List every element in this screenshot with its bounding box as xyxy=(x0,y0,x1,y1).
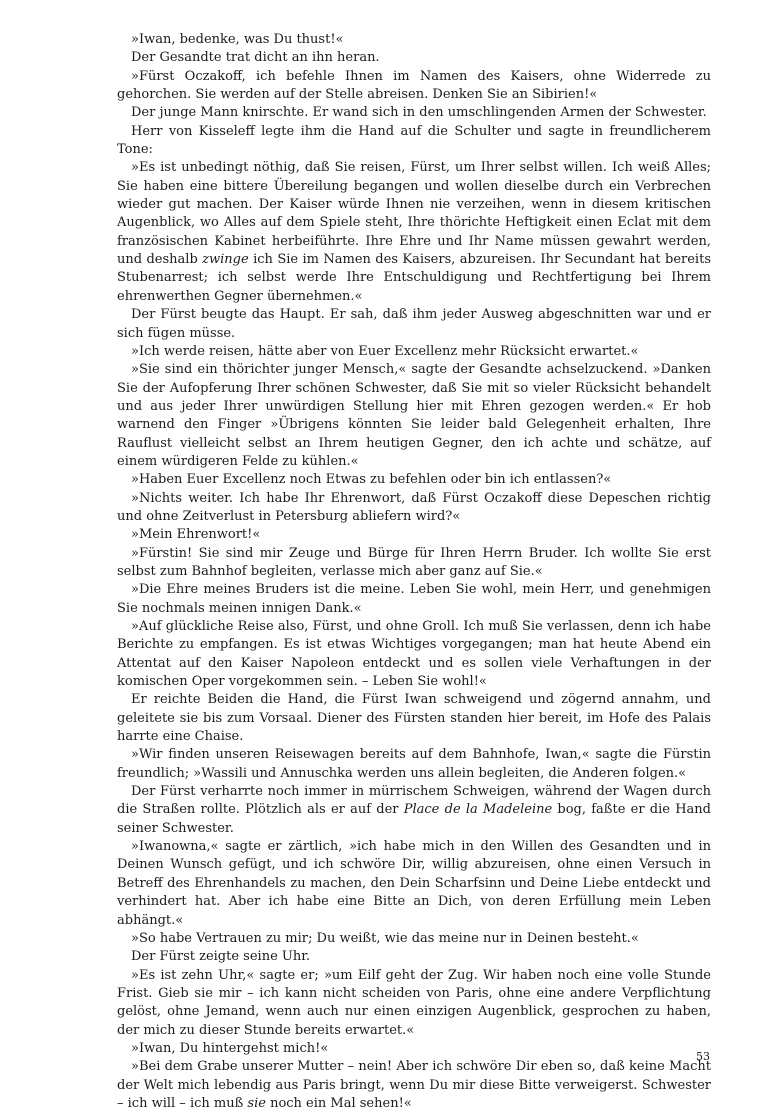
paragraph: »Sie sind ein thörichter junger Mensch,« sagte der Gesandte achselzuckend. »Danken Sie der Aufopferung Ihrer schönen Schwester, daß Sie mit so vieler Rücksicht behandelt und aus jeder Ihrer unwürdigen Stellung hier mit Ehren gezogen werden.« Er hob warnend den Finger »Übrigens könnten Sie leider bald Gelegenheit erhalten, Ihre Rauflust vielleicht selbst an Ihrem heutigen Gegner, den ich achte und schätze, auf einem würdigeren Felde zu kühlen.« xyxy=(117,362,711,469)
paragraph-text: noch ein Mal sehen!« xyxy=(265,1095,412,1111)
paragraph: Der Fürst zeigte seine Uhr. xyxy=(131,949,311,965)
paragraph: »Die Ehre meines Bruders ist die meine. Leben Sie wohl, mein Herr, und genehmigen Sie nochmals meinen innigen Dank.« xyxy=(117,582,711,616)
paragraph: »Iwan, bedenke, was Du thust!« xyxy=(131,32,344,47)
page-text xyxy=(117,31,711,1113)
paragraph: Der Fürst beugte das Haupt. Er sah, daß ihm jeder Ausweg abgeschnitten war und er sich fügen müsse. xyxy=(117,307,711,341)
paragraph-text: »Bei dem Grabe unserer Mutter – nein! Aber ich schwöre Dir eben so, daß keine Macht der Welt mich lebendig aus Paris bringt, wenn Du mir diese Bitte verweigerst. Schwester – ich will – ich muß xyxy=(117,1059,711,1111)
emphasis: sie xyxy=(247,1095,266,1111)
paragraph xyxy=(117,783,711,838)
paragraph: »Haben Euer Excellenz noch Etwas zu befehlen oder bin ich entlassen?« xyxy=(131,472,612,488)
paragraph: »So habe Vertrauen zu mir; Du weißt, wie das meine nur in Deinen besteht.« xyxy=(131,930,639,946)
paragraph: Der Gesandte trat dicht an ihn heran. xyxy=(131,50,380,66)
paragraph: »Iwanowna,« sagte er zärtlich, »ich habe mich in den Willen des Gesandten und in Deinen Wunsch gefügt, und ich schwöre Dir, willig abzureisen, ohne einen Versuch in Betreff des Ehrenhandels zu machen, den Dein Scharfsinn und Deine Liebe entdeckt und verhindert hat. Aber ich habe eine Bitte an Dich, von deren Erfüllung mein Leben abhängt.« xyxy=(117,839,711,928)
paragraph-text: bog, faßte er die Hand seiner Schwester. xyxy=(117,802,711,836)
paragraph xyxy=(117,159,711,306)
paragraph-text: ich Sie im Namen des Kaisers, abzureisen. Ihr Secundant hat bereits Stubenarrest; ich selbst werde Ihre Entschuldigung und Rechtfertigung bei Ihrem ehrenwerthen Gegner übernehmen.« xyxy=(117,252,711,304)
paragraph: »Mein Ehrenwort!« xyxy=(131,527,261,543)
paragraph-text: »Es ist unbedingt nöthig, daß Sie reisen, Fürst, um Ihrer selbst willen. Ich weiß Alles; Sie haben eine bittere Übereilung begangen und wollen dieselbe durch ein Verbrechen wieder gut machen. Der Kaiser würde Ihnen nie verzeihen, wenn in diesem kritischen Augenblick, wo Alles auf dem Spiele steht, Ihre thörichte Heftigkeit einen Eclat mit dem französischen Kabinet herbeiführte. Ihre Ehre und Ihr Name müssen gewahrt werden, und deshalb xyxy=(117,160,711,268)
paragraph: »Auf glückliche Reise also, Fürst, und ohne Groll. Ich muß Sie verlassen, denn ich habe Berichte zu empfangen. Es ist etwas Wichtiges vorgegangen; man hat heute Abend ein Attentat auf den Kaiser Napoleon entdeckt und es sollen viele Verhaftungen in der komischen Oper vorgekommen sein. – Leben Sie wohl!« xyxy=(117,619,711,690)
paragraph: Herr von Kisseleff legte ihm die Hand auf die Schulter und sagte in freundlicherem Tone: xyxy=(117,123,711,158)
paragraph: Er reichte Beiden die Hand, die Fürst Iwan schweigend und zögernd annahm, und geleitete sie bis zum Vorsaal. Diener des Fürsten standen hier bereit, im Hofe des Palais harrte eine Chaise. xyxy=(117,692,711,745)
paragraph: »Wir finden unseren Reisewagen bereits auf dem Bahnhofe, Iwan,« sagte die Fürstin freundlich; »Wassili und Annuschka werden uns allein begleiten, die Anderen folgen.« xyxy=(117,747,711,781)
paragraph xyxy=(117,1058,711,1113)
paragraph-text: Der Fürst verharrte noch immer in mürrischem Schweigen, während der Wagen durch die Straßen rollte. Plötzlich als er auf der xyxy=(117,784,711,818)
paragraph: »Es ist zehn Uhr,« sagte er; »um Eilf geht der Zug. Wir haben noch eine volle Stunde Frist. Gieb sie mir – ich kann nicht scheiden von Paris, ohne eine andere Verpflichtung gelöst, ohne Jemand, wenn auch nur einen einzigen Augenblick, gesprochen zu haben, der mich zu dieser Stunde bereits erwartet.« xyxy=(117,967,711,1038)
paragraph: »Fürst Oczakoff, ich befehle Ihnen im Namen des Kaisers, ohne Widerrede zu gehorchen. Sie werden auf der Stelle abreisen. Denken Sie an Sibirien!« xyxy=(117,68,711,103)
paragraph: »Nichts weiter. Ich habe Ihr Ehrenwort, daß Fürst Oczakoff diese Depeschen richtig und ohne Zeitverlust in Petersburg abliefern wird?« xyxy=(117,490,711,524)
emphasis: Place de la Madeleine xyxy=(403,802,553,818)
emphasis: zwinge xyxy=(202,252,249,268)
page-number: 53 xyxy=(696,1050,710,1063)
paragraph: »Ich werde reisen, hätte aber von Euer Excellenz mehr Rücksicht erwartet.« xyxy=(131,343,639,359)
paragraph: Der junge Mann knirschte. Er wand sich in den umschlingenden Armen der Schwester. xyxy=(131,105,707,121)
paragraph: »Iwan, Du hintergehst mich!« xyxy=(131,1040,329,1056)
paragraph: »Fürstin! Sie sind mir Zeuge und Bürge für Ihren Herrn Bruder. Ich wollte Sie erst selbst zum Bahnhof begleiten, verlasse mich aber ganz auf Sie.« xyxy=(117,545,711,579)
